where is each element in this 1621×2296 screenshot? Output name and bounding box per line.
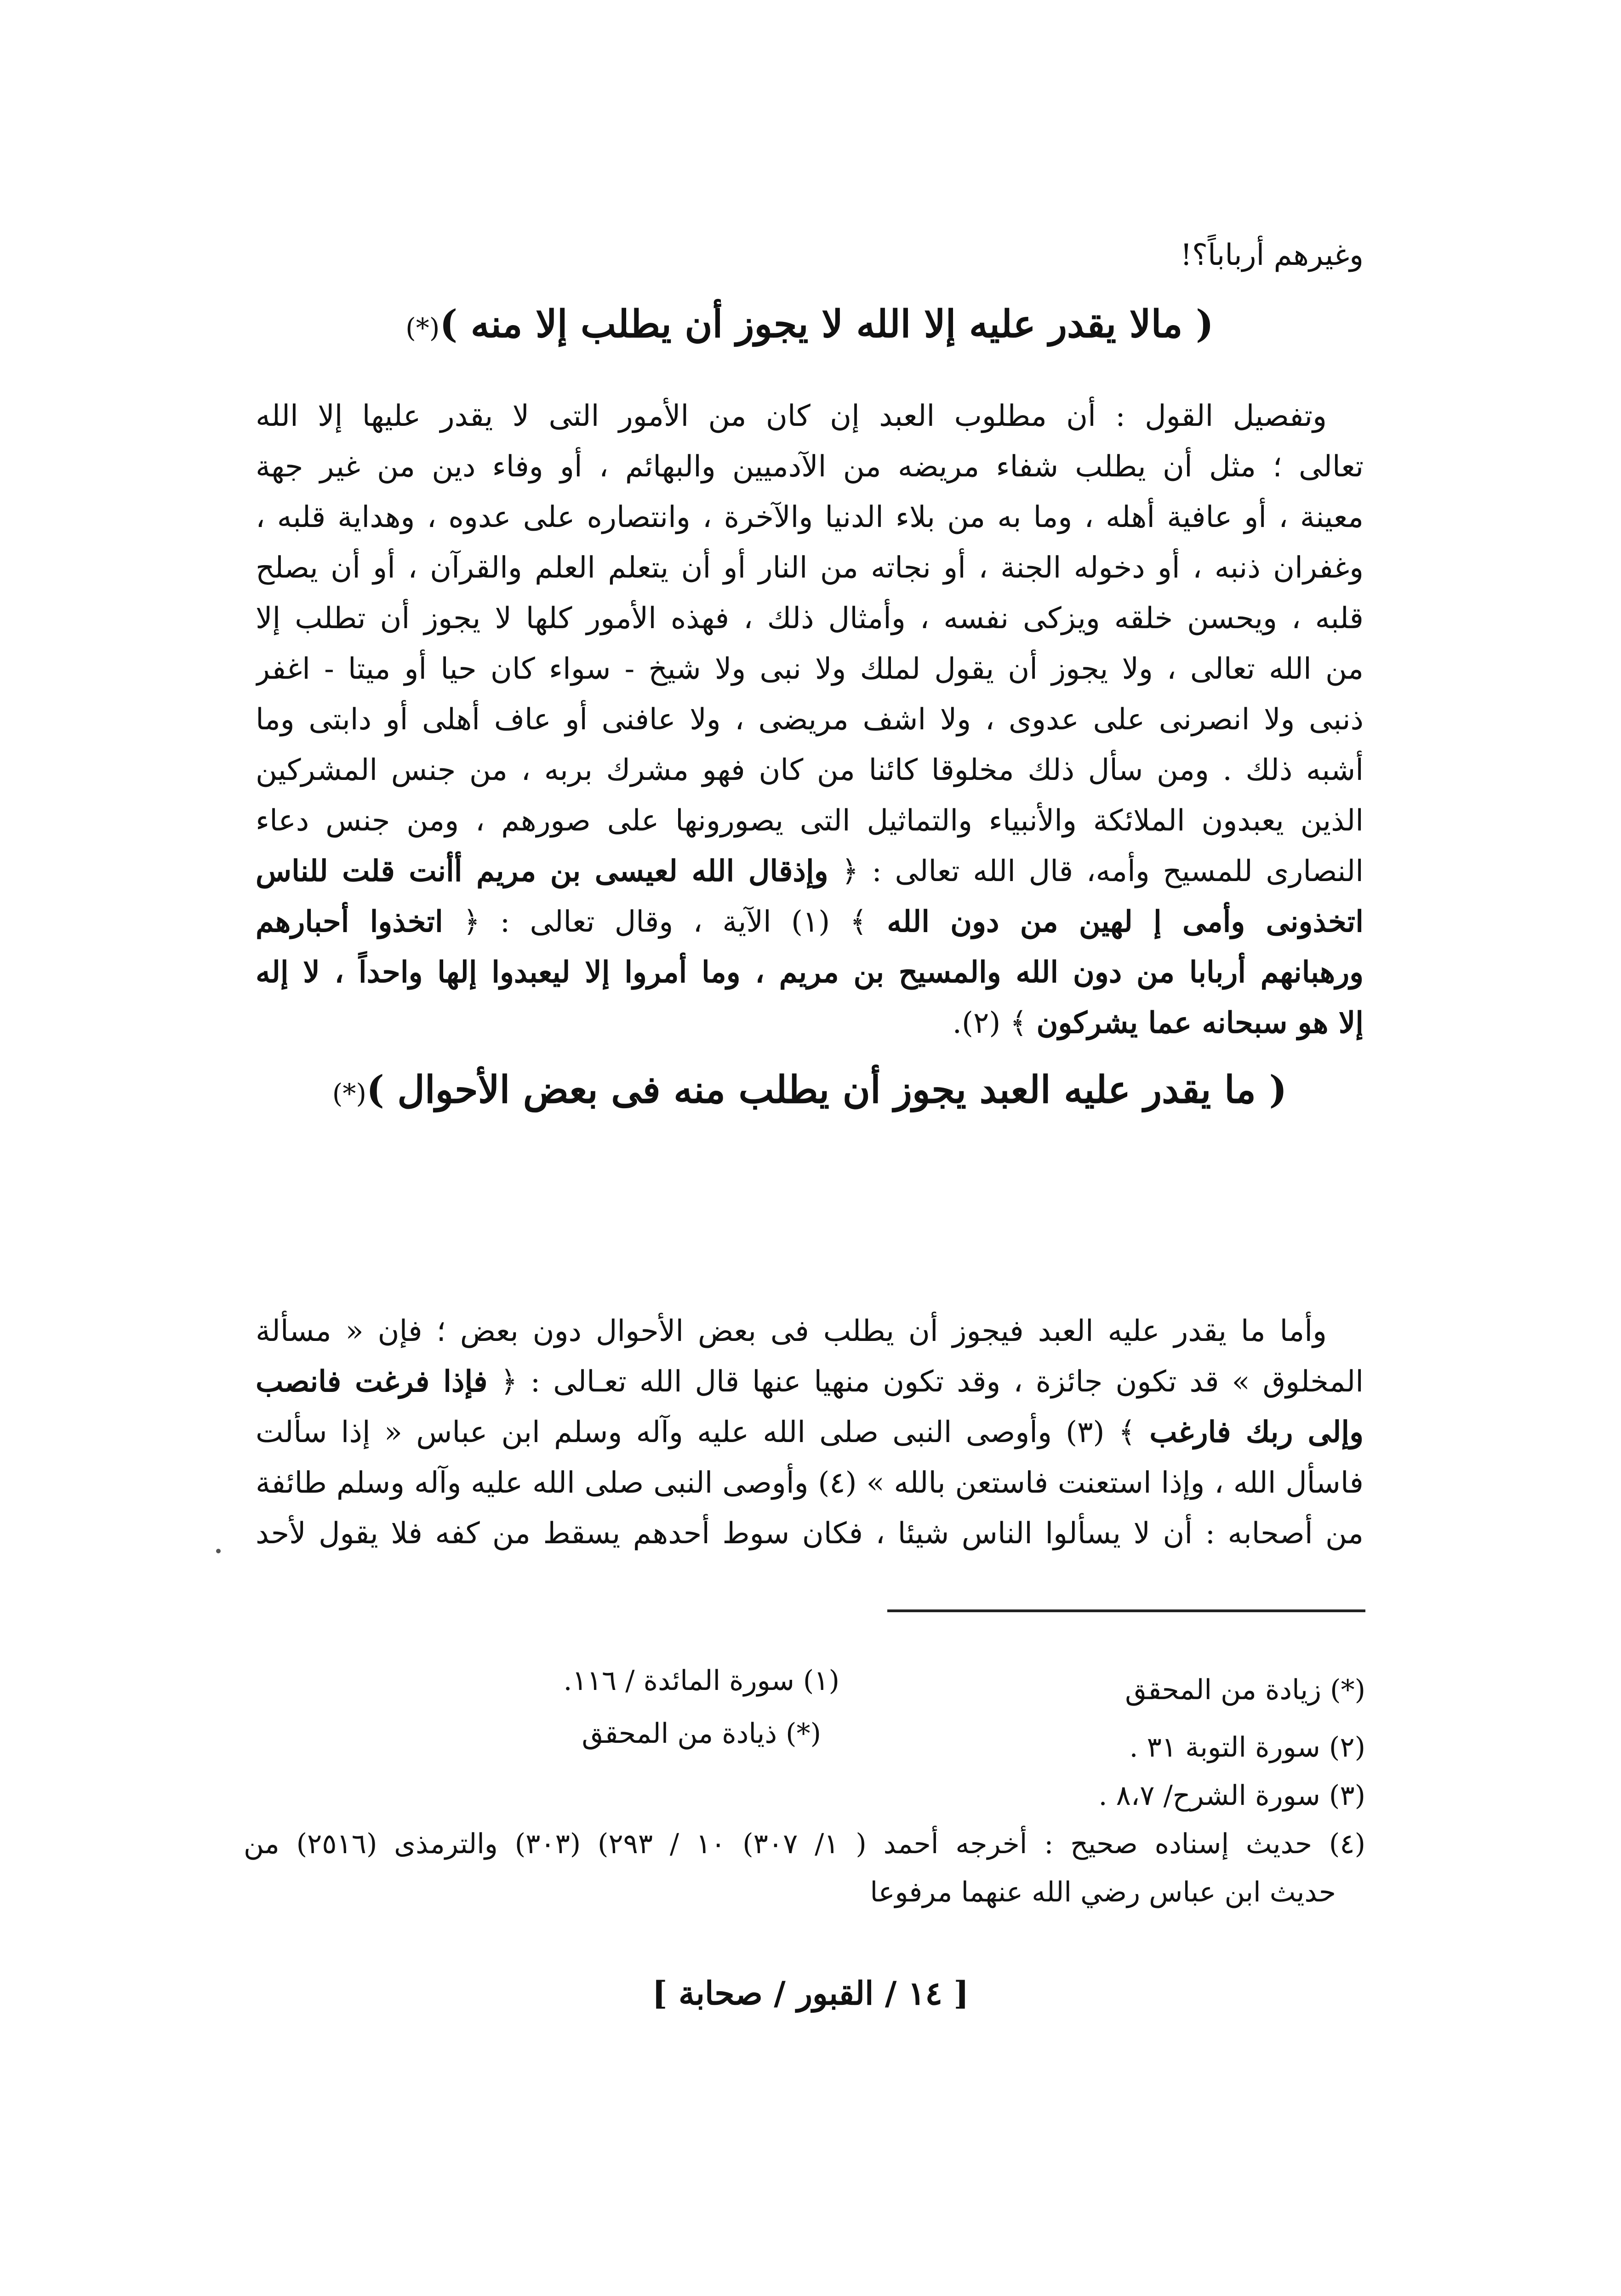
footnote-star-right: (*) زيادة من المحقق xyxy=(1125,1674,1365,1706)
quote-line-1 xyxy=(256,848,1364,894)
footnote-2: (٢) سورة التوبة ٣١ . xyxy=(1129,1731,1365,1764)
quran-verse-3-end: وإلى ربك فارغب xyxy=(1149,1415,1364,1449)
footnote-divider xyxy=(887,1609,1365,1612)
paragraph-1-line-7: ذنبى ولا انصرنى على عدوى ، ولا اشف مريضى ، ولا عافنى أو عاف أهلى أو دابتى وما xyxy=(256,703,1364,737)
section-heading-2-text: ( ما يقدر عليه العبد يجوز أن يطلب منه فى بعض الأحوال ) xyxy=(366,1068,1287,1112)
section-heading-1 xyxy=(256,297,1364,355)
section-heading-1-mark: (*) xyxy=(405,312,440,344)
paragraph-1-line-4: وغفران ذنبه ، أو دخوله الجنة ، أو نجاته من النار أو أن يتعلم العلم والقرآن ، أو أن يصلح xyxy=(256,551,1364,585)
paragraph-2-line-4: فاسأل الله ، وإذا استعنت فاستعن بالله » (٤) وأوصى النبى صلى الله عليه وآله وسلم طائفة xyxy=(256,1466,1364,1500)
paragraph-2-line-3 xyxy=(256,1409,1364,1455)
paragraph-1-line-1: وتفصيل القول : أن مطلوب العبد إن كان من الأمور التى لا يقدر عليها إلا الله xyxy=(256,399,1327,433)
paragraph-1-line-3: معينة ، أو عافية أهله ، وما به من بلاء الدنيا والآخرة ، وانتصاره على عدوه ، وهداية قلبه ، xyxy=(256,500,1364,534)
paragraph-1-line-6: من الله تعالى ، ولا يجوز أن يقول لملك ولا نبى ولا شيخ - سواء كان حيا أو ميتا - اغفر xyxy=(256,652,1364,686)
footnote-1: (١) سورة المائدة / ١١٦. xyxy=(563,1665,839,1697)
quran-verse-1-end: اتخذونى وأمى إ لهين من دون الله xyxy=(887,905,1364,939)
quran-verse-3: فإذا فرغت فانصب xyxy=(256,1364,488,1399)
page-footer: [ ١٤ / القبور / صحابة ] xyxy=(652,1974,969,2012)
section-heading-2 xyxy=(256,1062,1364,1121)
footnote-4: (٤) حديث إسناده صحيح : أخرجه أحمد ( ١/ ٣٠٧) ١٠ / ٢٩٣) (٣٠٣) والترمذى (٢٥١٦) من xyxy=(244,1828,1365,1860)
quran-verse-2-end: إلا هو سبحانه عما يشركون xyxy=(1036,1006,1364,1040)
quran-verse-1: وإذقال الله لعيسى بن مريم أأنت قلت للناس xyxy=(256,854,828,888)
quote-line-3: ورهبانهم أربابا من دون الله والمسيح بن مريم ، وما أمروا إلا ليعبدوا إلها واحداً ، لا إله xyxy=(256,955,1364,990)
paragraph-1-line-2: تعالى ؛ مثل أن يطلب شفاء مريضه من الآدميين والبهائم ، أو وفاء دين من غير جهة xyxy=(256,450,1364,484)
quran-verse-2: اتخذوا أحبارهم xyxy=(256,905,443,939)
paragraph-1-line-9: الذين يعبدون الملائكة والأنبياء والتماثيل التى يصورونها على صورهم ، ومن جنس دعاء xyxy=(256,804,1364,838)
section-heading-2-mark: (*) xyxy=(332,1078,366,1109)
paragraph-1-line-8: أشبه ذلك . ومن سأل ذلك مخلوقا كائنا من كان فهو مشرك بربه ، من جنس المشركين xyxy=(256,753,1364,787)
paragraph-2-line-1: وأما ما يقدر عليه العبد فيجوز أن يطلب فى بعض الأحوال دون بعض ؛ فإن « مسألة xyxy=(256,1314,1327,1348)
paragraph-2-line-2 xyxy=(256,1359,1364,1405)
continuation-line: وغيرهم أرباباً؟! xyxy=(1180,238,1364,272)
footnote-star-left: (*) ذيادة من المحقق xyxy=(582,1718,821,1750)
paragraph-2-line-5: من أصحابه : أن لا يسألوا الناس شيئا ، فكان سوط أحدهم يسقط من كفه فلا يقول لأحد xyxy=(256,1517,1364,1551)
scan-speck xyxy=(216,1549,221,1553)
paragraph-2-line-2-plain: المخلوق » قد تكون جائزة ، وقد تكون منهيا عنها قال الله تعـالى : ﴿ xyxy=(487,1365,1364,1399)
quote-line-4-plain: ﴾ (٢). xyxy=(952,1006,1037,1040)
quote-line-1-plain: النصارى للمسيح وأمه، قال الله تعالى : ﴿ xyxy=(828,854,1364,888)
paragraph-2-line-3-plain: ﴾ (٣) وأوصى النبى صلى الله عليه وآله وسلم ابن عباس « إذا سألت xyxy=(256,1415,1150,1449)
footnote-4-continuation: حديث ابن عباس رضي الله عنهما مرفوعا xyxy=(870,1876,1336,1908)
section-heading-1-text: ( مالا يقدر عليه إلا الله لا يجوز أن يطلب إلا منه ) xyxy=(439,302,1214,346)
quote-line-2-plain: ﴾ (١) الآية ، وقال تعالى : ﴿ xyxy=(443,905,887,939)
footnote-3: (٣) سورة الشرح/ ٨،٧ . xyxy=(1098,1780,1365,1812)
quote-line-2 xyxy=(256,899,1364,945)
quote-line-4 xyxy=(256,1000,1364,1046)
paragraph-1-line-5: قلبه ، ويحسن خلقه ويزكى نفسه ، وأمثال ذلك ، فهذه الأمور كلها لا يجوز أن تطلب إلا xyxy=(256,601,1364,636)
